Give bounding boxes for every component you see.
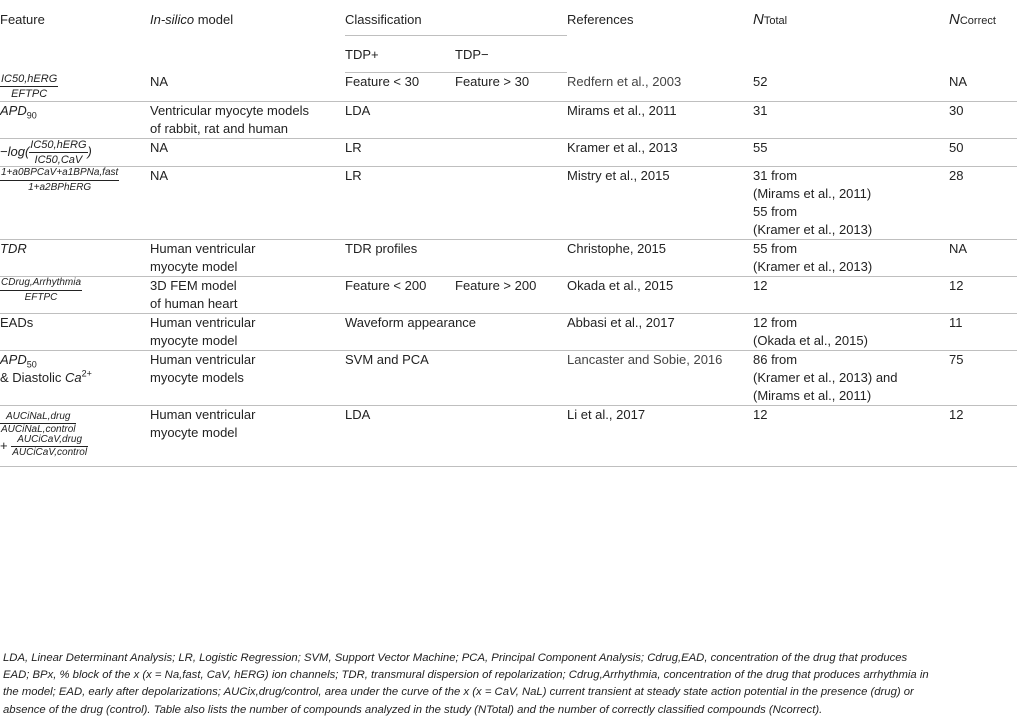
feature-text: TDR — [0, 240, 27, 256]
table-row: $APD_{50}$ & Diastolic $Ca^{2+}$ Human ventricular myocyte models SVM and PCA Lancaster and Sobie, 2016 86 from (Kramer et al., 2013) and (Mirams et al., 2011) 75 — [0, 350, 1017, 405]
ntotal-line: 86 from — [753, 351, 798, 367]
ncorrect-cell: NA — [949, 240, 968, 256]
table-row — [0, 276, 1017, 313]
model-line: myocyte model — [150, 424, 238, 440]
ntotal-line: (Mirams et al., 2011) — [753, 185, 872, 201]
header-ncorrect: N — [949, 11, 960, 28]
header-tdp-pos: TDP+ — [345, 47, 379, 62]
classification-cell: LR — [345, 139, 362, 155]
table-footnote — [3, 650, 1013, 719]
ntotal-line: 55 from — [753, 203, 798, 219]
reference-cell: Mistry et al., 2015 — [567, 167, 670, 183]
classification-cell: LDA — [345, 406, 371, 422]
model-line: Human ventricular — [150, 314, 256, 330]
ncorrect-cell: 30 — [949, 102, 964, 118]
feature-prefix: −log( — [0, 143, 30, 159]
ntotal-line: (Okada et al., 2015) — [753, 332, 868, 348]
model-line: of human heart — [150, 295, 238, 311]
classification-cell: SVM and PCA — [345, 351, 429, 367]
feature-text: EADs — [0, 314, 34, 330]
ntotal-line: 12 from — [753, 314, 798, 330]
table-row — [0, 313, 1017, 350]
reference-cell: Lancaster and Sobie, 2016 — [567, 351, 723, 367]
header-ntotal-sub: Total — [763, 15, 788, 27]
footnote-line: absence of the drug (control). Table also lists the number of compounds analyzed in the study (NTotal) and the number of correctly classified compounds (Ncorrect). — [3, 703, 823, 716]
ncorrect-cell: NA — [949, 73, 968, 89]
table-row — [0, 239, 1017, 276]
model-line: Ventricular myocyte models — [150, 102, 309, 118]
ntotal-cell: 55 — [753, 139, 768, 155]
table-row — [0, 166, 1017, 239]
classification-cell: TDR profiles — [345, 240, 418, 256]
table-row — [0, 405, 1017, 466]
classification-cell: Waveform appearance — [345, 314, 477, 330]
feature-fraction: $\frac{\text{CDrug,Arrhythmia}}{\text{EFTPC}}$ — [1, 276, 82, 303]
table-row: $APD_{90}$ Ventricular myocyte models of rabbit, rat and human LDA Mirams et al., 2011 31 30 — [0, 101, 1017, 138]
reference-cell: Kramer et al., 2013 — [567, 139, 678, 155]
ntotal-cell: 12 — [753, 406, 768, 422]
table-row — [0, 73, 1017, 102]
model-line: Human ventricular — [150, 351, 256, 367]
reference-cell: Redfern et al., 2003 — [567, 73, 682, 89]
header-model-italic: In-silico — [150, 12, 195, 27]
model-line: myocyte model — [150, 258, 238, 274]
reference-cell: Okada et al., 2015 — [567, 277, 674, 293]
classification-cell: LDA — [345, 102, 371, 118]
ncorrect-cell: 75 — [949, 351, 964, 367]
header-classification: Classification — [345, 12, 422, 27]
ncorrect-cell: 12 — [949, 406, 964, 422]
ntotal-line: 31 from — [753, 167, 798, 183]
header-tdp-neg: TDP− — [455, 47, 489, 62]
model-line: of rabbit, rat and human — [150, 120, 289, 136]
ntotal-cell: 12 — [753, 277, 768, 293]
model-line: Human ventricular — [150, 406, 256, 422]
footnote-line: EAD; BPx, % block of the x (x = Na,fast, CaV, hERG) ion channels; TDR, transmural dispersion of repolarization; Cdrug,Arrhythmia, concentration of the drug that produces arrhythmia in — [3, 669, 929, 682]
model-line: 3D FEM model — [150, 277, 237, 293]
header-ncorrect-sub: Correct — [959, 15, 996, 27]
feature-plus: + — [0, 437, 8, 453]
reference-cell: Mirams et al., 2011 — [567, 102, 677, 118]
ntotal-line: (Kramer et al., 2013) — [753, 258, 873, 274]
ntotal-line: (Mirams et al., 2011) — [753, 387, 872, 403]
ntotal-cell: 31 — [753, 102, 768, 118]
feature-text: APD — [0, 102, 27, 118]
classification-cell: LR — [345, 167, 362, 183]
reference-cell: Li et al., 2017 — [567, 406, 646, 422]
ncorrect-cell: 11 — [949, 314, 963, 330]
ncorrect-cell: 50 — [949, 139, 964, 155]
table-row: −log( $\frac{\text{IC50,hERG}}{\text{IC50,CaV}}$ ) NA LR Kramer et al., 2013 55 50 — [0, 138, 1017, 166]
header-feature: Feature — [0, 12, 45, 27]
footnote-line: LDA, Linear Determinant Analysis; LR, Logistic Regression; SVM, Support Vector Machine; PCA, Principal Component Analysis; Cdrug,EAD, concentration of the drug that produces — [3, 652, 908, 664]
model-line: myocyte models — [150, 369, 244, 385]
tdp-pos-cell: Feature < 200 — [345, 277, 427, 293]
ntotal-line: 55 from — [753, 240, 798, 256]
tdp-neg-cell: Feature > 30 — [455, 74, 530, 89]
model-cell: NA — [150, 167, 169, 183]
header-references: References — [567, 12, 634, 27]
feature-text: APD — [0, 351, 27, 367]
feature-fraction: $\frac{\text{1+a0BPCaV+a1BPNa,fast}}{\text{1+a2BPhERG}}$ — [1, 166, 119, 193]
feature-fraction: $\frac{\text{IC50,hERG}}{\text{EFTPC}}$ — [1, 72, 58, 100]
feature-fraction: $\frac{\text{IC50,hERG}}{\text{IC50,CaV}}$ — [30, 138, 87, 166]
ncorrect-cell: 12 — [949, 277, 964, 293]
reference-cell: Christophe, 2015 — [567, 240, 667, 256]
ncorrect-cell: 28 — [949, 167, 964, 183]
feature-fraction: $\frac{\text{AUCiNaL,drug}}{\text{AUCiNaL,control}}$ — [1, 410, 76, 435]
model-line: Human ventricular — [150, 240, 256, 256]
tdp-neg-cell: Feature > 200 — [455, 277, 537, 293]
model-cell: NA — [150, 139, 169, 155]
feature-fraction: $\frac{\text{AUCiCaV,drug}}{\text{AUCiCaV,control}}$ — [12, 433, 88, 458]
header-ntotal: N — [753, 11, 764, 28]
ntotal-line: (Kramer et al., 2013) — [753, 221, 873, 237]
ntotal-cell: 52 — [753, 73, 768, 89]
header-row — [0, 0, 1017, 36]
ntotal-line: (Kramer et al., 2013) and — [753, 369, 898, 385]
footnote-line: the model; EAD, early after depolarizations; AUCix,drug/control, area under the curve of the x (x = CaV, NaL) current transient at steady state action potential in the presence (drug) or — [3, 686, 914, 699]
reference-cell: Abbasi et al., 2017 — [567, 314, 675, 330]
header-model-rest: model — [194, 12, 234, 27]
model-line: myocyte model — [150, 332, 238, 348]
model-cell: NA — [150, 73, 169, 89]
tdp-pos-cell: Feature < 30 — [345, 74, 420, 89]
